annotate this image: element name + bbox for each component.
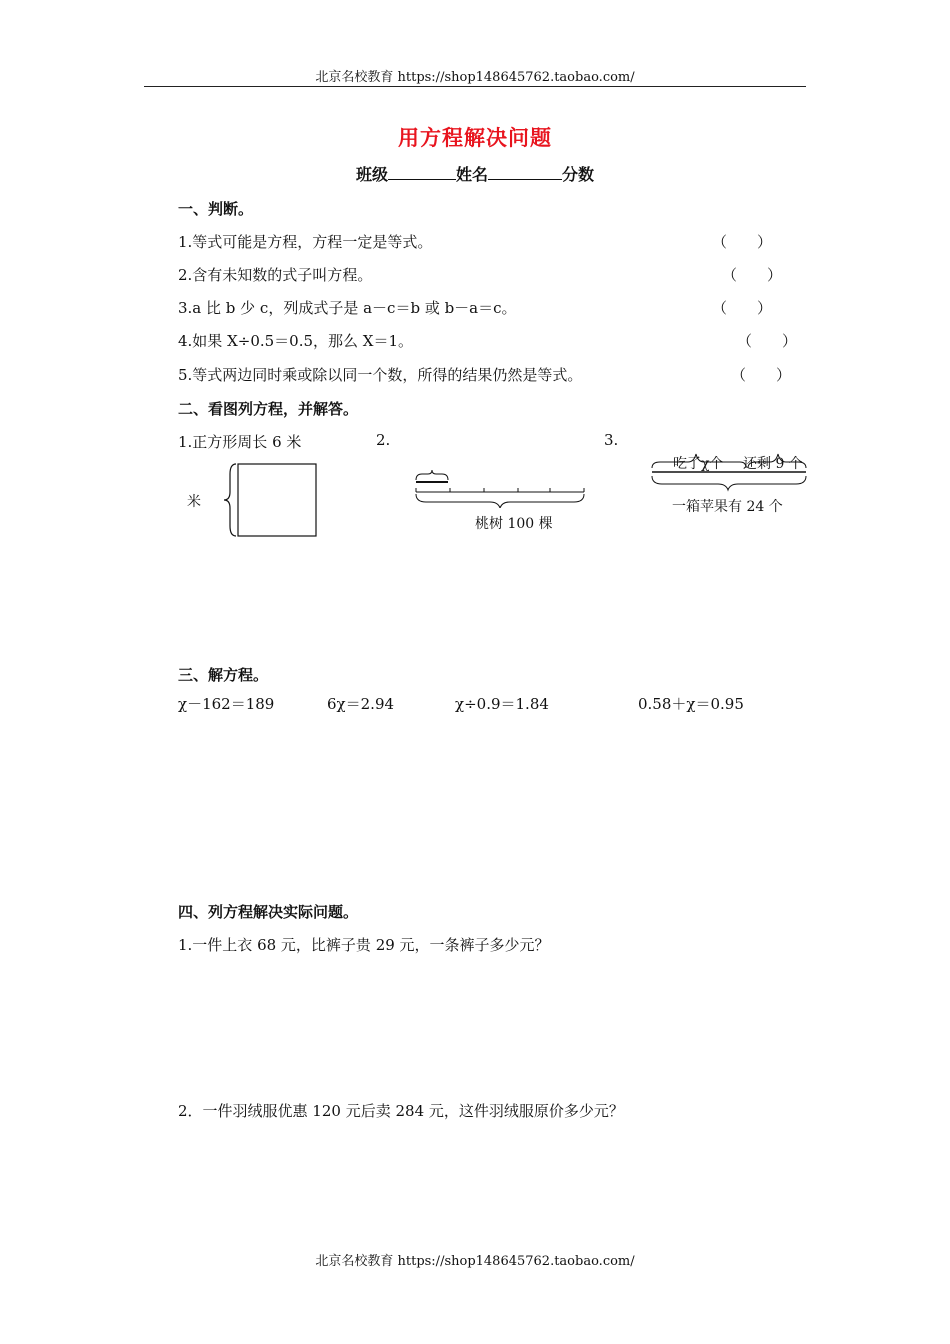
figure1-label: 1.正方形周长 6 米 (178, 433, 302, 451)
judge-answer-1[interactable]: （ ） (712, 233, 773, 251)
name-label: 姓名 (455, 165, 488, 184)
header-rule (144, 86, 806, 87)
section3-heading: 三、解方程。 (178, 666, 269, 684)
name-blank[interactable] (488, 165, 562, 180)
word-problem-1: 1.一件上衣 68 元，比裤子贵 29 元，一条裤子多少元？ (178, 936, 550, 954)
one-part-brace (416, 470, 448, 480)
square-side-brace (224, 464, 236, 536)
judge-answer-4[interactable]: （ ） (737, 332, 798, 350)
word-problem-2: 2．一件羽绒服优惠 120 元后卖 284 元，这件羽绒服原价多少元？ (178, 1102, 624, 1120)
judge-answer-3[interactable]: （ ） (712, 299, 773, 317)
page-title: 用方程解决问题 (398, 125, 552, 150)
figure2-caption: 桃树 100 棵 (475, 516, 553, 532)
page-footer: 北京名校教育 https://shop148645762.taobao.com/ (315, 1254, 635, 1269)
total-brace (652, 476, 806, 490)
square-shape (238, 464, 316, 536)
equation-4: 0.58＋χ＝0.95 (638, 695, 744, 713)
square-side-label: 米 (187, 494, 201, 510)
section2-heading: 二、看图列方程，并解答。 (178, 400, 359, 418)
judge-item-4: 4.如果 X÷0.5＝0.5，那么 X＝1。 (178, 332, 414, 350)
judge-item-1: 1.等式可能是方程，方程一定是等式。 (178, 233, 433, 251)
judge-item-2: 2.含有未知数的式子叫方程。 (178, 266, 373, 284)
score-label: 分数 (562, 165, 595, 184)
page-header: 北京名校教育 https://shop148645762.taobao.com/ (315, 70, 635, 85)
total-brace (416, 494, 584, 508)
judge-answer-2[interactable]: （ ） (722, 266, 783, 284)
judge-item-5: 5.等式两边同时乘或除以同一个数，所得的结果仍然是等式。 (178, 366, 583, 384)
figure2-label: 2. (376, 431, 391, 449)
eaten-brace (652, 454, 746, 468)
peach-tree-segment-figure (410, 468, 590, 508)
equation-3: χ÷0.9＝1.84 (455, 695, 549, 713)
square-figure (222, 458, 322, 540)
figure3-remaining-label: 还剩 9 个 (743, 456, 803, 472)
equation-1: χ－162＝189 (178, 695, 275, 713)
remaining-brace (748, 454, 806, 468)
apple-box-figure (648, 450, 814, 496)
student-info-line (0, 162, 950, 185)
judge-item-3: 3.a 比 b 少 c，列成式子是 a－c＝b 或 b－a＝c。 (178, 299, 517, 317)
figure3-label: 3. (604, 431, 619, 449)
class-label: 班级 (355, 165, 388, 184)
figure3-eaten-label: 吃了χ个 (673, 456, 724, 472)
judge-answer-5[interactable]: （ ） (731, 366, 792, 384)
figure3-caption: 一箱苹果有 24 个 (672, 499, 783, 515)
section4-heading: 四、列方程解决实际问题。 (178, 903, 359, 921)
section1-heading: 一、判断。 (178, 200, 254, 218)
class-blank[interactable] (388, 165, 456, 180)
equation-2: 6χ＝2.94 (327, 695, 395, 713)
